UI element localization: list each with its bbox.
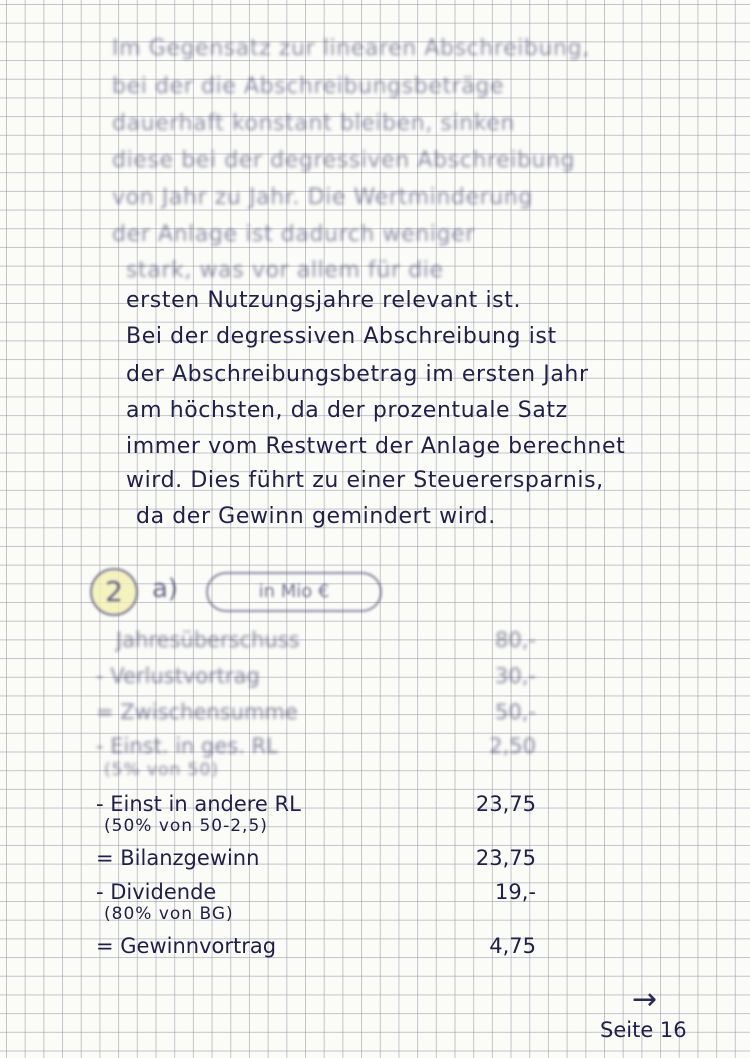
paragraph-line: Im Gegensatz zur linearen Abschreibung, [112,36,590,61]
calc-note: (5% von 50) [104,760,219,780]
page-number: Seite 16 [600,1018,687,1042]
calc-value: 4,75 [489,934,536,958]
calc-row [96,664,536,692]
paragraph-line: der Abschreibungsbetrag im ersten Jahr [126,362,589,387]
calc-value: 23,75 [475,792,536,816]
calc-label: - Einst in andere RL [96,792,301,816]
paragraph-line: dauerhaft konstant bleiben, sinken [112,111,515,136]
calc-note: (50% von 50-2,5) [104,816,268,836]
paragraph-line: von Jahr zu Jahr. Die Wertminderung [112,185,533,210]
calc-value: 30,- [495,664,536,688]
calc-label: = Bilanzgewinn [96,846,260,870]
calc-row [96,934,536,962]
task-part: a) [152,574,179,604]
calc-value: 2,50 [489,734,536,758]
task-number: 2 [90,568,138,616]
calc-row [96,628,536,656]
calc-value: 23,75 [475,846,536,870]
calc-value: 50,- [495,700,536,724]
paragraph-line: am höchsten, da der prozentuale Satz [126,398,568,423]
calc-row [96,700,536,728]
paragraph-line: bei der die Abschreibungsbeträge [112,74,505,99]
paragraph-line: der Anlage ist dadurch weniger [112,222,475,247]
unit-label: in Mio € [206,572,382,612]
calc-label: = Gewinnvortrag [96,934,277,958]
paragraph-line: wird. Dies führt zu einer Steuerersparnis, [126,468,604,493]
calc-label: = Zwischensumme [96,700,298,724]
calc-label: - Einst. in ges. RL [96,734,278,758]
calc-label: - Dividende [96,880,217,904]
calc-label: - Verlustvortrag [96,664,260,688]
paragraph-line: diese bei der degressiven Abschreibung [112,148,576,173]
calc-row [96,734,536,762]
calc-row [96,846,536,874]
calc-value: 80,- [495,628,536,652]
paragraph-line: stark, was vor allem für die [126,258,444,283]
paragraph-line: ersten Nutzungsjahre relevant ist. [126,288,522,313]
paragraph-line: Bei der degressiven Abschreibung ist [126,324,557,349]
paragraph-line: immer vom Restwert der Anlage berechnet [126,434,626,459]
calc-note: (80% von BG) [104,904,234,924]
calc-value: 19,- [495,880,536,904]
calc-label: Jahresüberschuss [116,628,300,652]
next-page-arrow-icon: → [632,982,658,1017]
paragraph-line: da der Gewinn gemindert wird. [136,504,496,529]
